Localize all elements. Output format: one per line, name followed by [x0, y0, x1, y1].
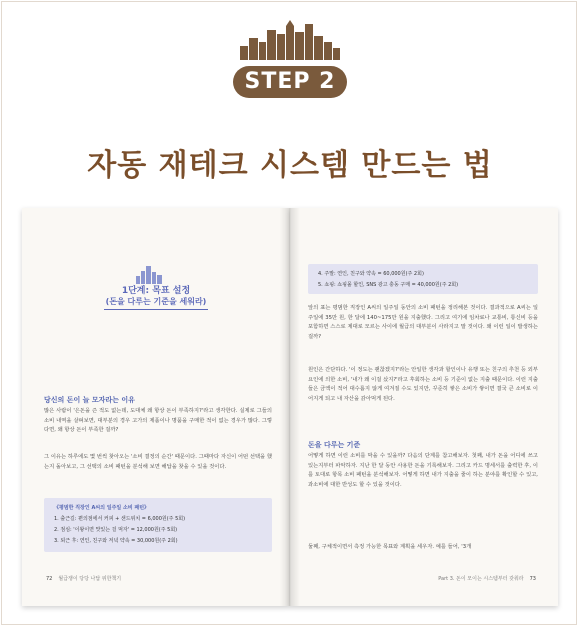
chapter-subtitle: (돈을 다루는 기준을 세워라) — [105, 297, 207, 306]
box-item: 4. 주말: 연인, 친구와 약속 = 60,000원(주 2회) — [318, 271, 424, 277]
box-item: 5. 쇼핑: 쇼핑몰 할인, SNS 광고 충동 구매 = 40,000원(주 2회) — [318, 282, 459, 288]
chapter-title: 1단계: 목표 설정 — [121, 286, 191, 296]
box-item: 2. 점심: '이왕이면 맛있는 걸 먹자' = 12,000원(주 5회) — [54, 527, 178, 533]
section-heading: 당신의 돈이 늘 모자라는 이유 — [44, 396, 135, 404]
body-paragraph: 많은 사람이 '은돈을 즌 적도 없는데, 도대체 왜 항상 돈이 부족하지?'라고 생각한다. 실제로 그들의 소비 내역을 살펴보면, 대부분의 경우 고가의 제품이나 명품을 구매한 적이 없는 경우가 많다. 그렇다면, 왜 항상 돈이 부족한 걸까? — [44, 408, 272, 434]
box-item: 3. 퇴근 후: 연인, 친구와 저녁 약속 = 30,000원(주 2회) — [54, 538, 178, 544]
body-paragraph: 앞의 표는 평범한 직장인 A씨의 일주일 동안의 소비 패턴을 정리해본 것이다. 결과적으로 A씨는 일주일에 35만 원, 한 달에 140~175만 원을 지출했다. 그리고 여기에 임차료나 교통비, 통신비 등을 포함하면 스스로 제대로 모르는 사이에 월급의 대부분이 사라지고 말 것이다. 왜 이런 일이 발생하는 걸까? — [308, 305, 538, 340]
body-paragraph: 어떻게 하면 이런 소비를 막을 수 있을까? 다음의 단계를 참고해보자. 첫째, 내가 돈을 어디에 쓰고 있는지부터 파악하자. 지난 한 달 동안 사용한 돈을 기록해보자. 그리고 카드 명세서를 출력한 후, 이를 토대로 항목 소비 패턴을 분석해보자. 어떻게 하면 내가 지출을 줄이 하는 분야를 확인할 수 있고, 과소비에 대한 반성도 할 수 있을 것이다. — [308, 453, 538, 488]
open-book — [22, 208, 558, 606]
spending-pattern-box-continued — [308, 264, 538, 294]
city-skyline-icon — [240, 20, 340, 60]
left-page — [22, 208, 290, 606]
book-spine — [280, 208, 300, 606]
chapter-skyline-icon — [136, 264, 162, 284]
body-paragraph: 원인은 간단하다. '이 정도는 괜찮겠지?'라는 안일한 생각과 할인이나 유행 또는 친구의 추천 등 외부 요인에 의한 소비, '내가 왜 이걸 샀지?'라고 후회하는 소비 등 기준이 없는 지출 때문이다. 이런 지출들은 금액이 적어 대수롭지 않게 여겨질 수도 있지만, 꾸준히 쌓은 소비가 쌓이면 결국 큰 소비로 이어지게 되고 내 자산을 갉아먹게 된다. — [308, 367, 538, 402]
section-heading: 돈을 다루는 기준 — [308, 441, 361, 449]
page-headline: 자동 재테크 시스템 만드는 법 — [87, 148, 493, 183]
body-paragraph: 그 이유는 하루에도 몇 번씩 찾아오는 '소비 결정의 순간' 때문이다. 그때마다 자신이 어떤 선택을 했는지 돌아보고, 그 선택의 소비 패턴을 분석해 보면 해답을 찾을 수 있을 것이다. — [44, 454, 272, 470]
part-title-footer: Part 3. 돈이 모이는 시스템부터 갖춰라 — [438, 576, 524, 582]
left-footer — [40, 575, 121, 582]
page-number: 72 — [46, 576, 53, 582]
chapter-divider — [104, 309, 208, 310]
right-page — [290, 208, 558, 606]
step-badge: STEP 2 — [233, 66, 347, 98]
page-number: 73 — [529, 576, 536, 582]
box-title: 《평범한 직장인 A씨의 일주일 소비 패턴》 — [54, 505, 150, 511]
box-item: 1. 출근길: 편의점에서 커피 + 샌드위치 = 6,000원(주 5회) — [54, 516, 186, 522]
body-paragraph: 둘째, 구체적이면서 측정 가능한 목표와 계획을 세우자. 예를 들어, '3개 — [308, 544, 472, 550]
spending-pattern-box — [44, 498, 272, 552]
book-title-footer: 월급쟁이 당당 나답 위한책기 — [58, 576, 122, 582]
right-footer — [438, 575, 542, 582]
